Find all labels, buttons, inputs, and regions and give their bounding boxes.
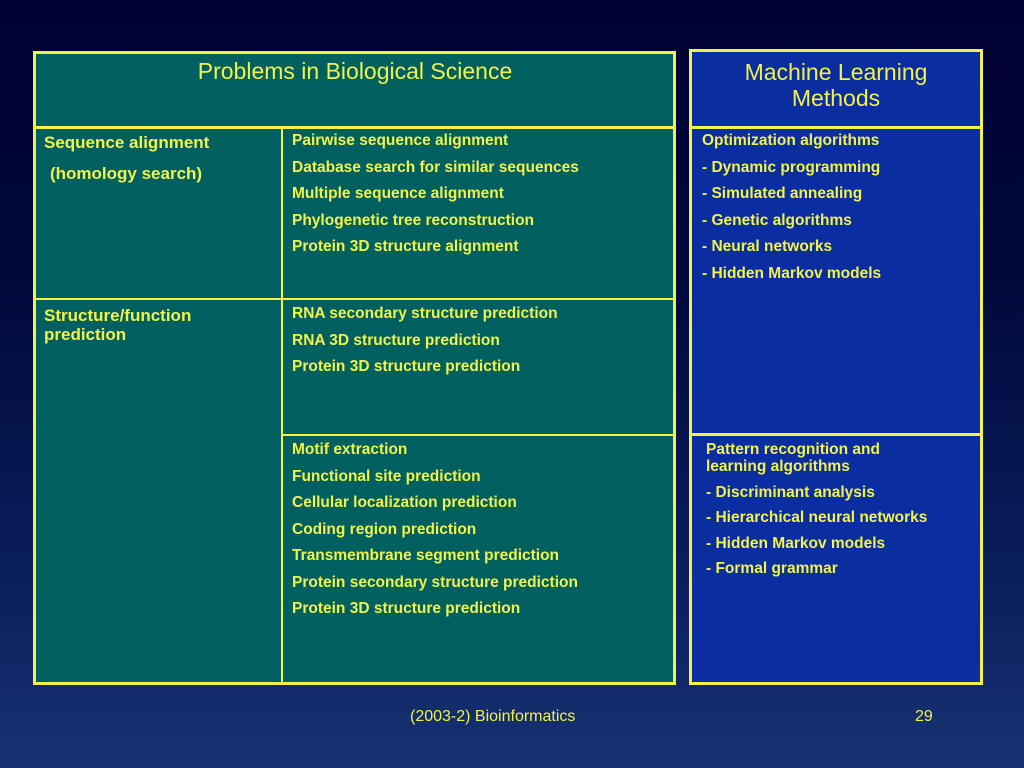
problems-header: Problems in Biological Science	[197, 58, 513, 84]
structure-function-category: Structure/function prediction	[44, 306, 192, 344]
sequence-alignment-category	[44, 133, 209, 183]
problems-table-border-top	[33, 51, 675, 54]
problems-table-border-bottom	[33, 682, 675, 685]
list-item: - Genetic algorithms	[702, 211, 852, 229]
list-item: - Simulated annealing	[702, 185, 863, 202]
list-item: Multiple sequence alignment	[292, 185, 504, 202]
list-item: Protein 3D structure prediction	[292, 358, 521, 375]
problems-column-divider	[281, 127, 283, 683]
footer-course-title: (2003-2) Bioinformatics	[410, 708, 576, 725]
list-item: Pairwise sequence alignment	[292, 132, 509, 149]
list-item: - Hidden Markov models	[706, 534, 886, 552]
list-item: Coding region prediction	[292, 520, 477, 538]
optimization-methods-list	[702, 132, 972, 291]
methods-header-line1: Machine Learning	[744, 59, 928, 85]
list-item: - Neural networks	[702, 238, 833, 255]
list-item: RNA 3D structure prediction	[292, 331, 500, 349]
methods-header	[691, 59, 981, 111]
list-item: RNA secondary structure prediction	[292, 305, 558, 322]
list-item: Database search for similar sequences	[292, 158, 579, 176]
methods-row-divider	[690, 433, 983, 436]
list-item: Protein secondary structure prediction	[292, 573, 578, 591]
list-item: - Discriminant analysis	[706, 483, 875, 501]
methods-table-border-bottom	[690, 682, 983, 685]
sequence-structure-row-divider	[35, 298, 675, 300]
sequence-alignment-problem-list	[292, 132, 579, 265]
list-item: Pattern recognition and learning algorithms	[706, 441, 880, 475]
slide-page-number: 29	[915, 708, 933, 725]
structure-subrow-divider	[282, 434, 675, 436]
list-item: Optimization algorithms	[702, 132, 880, 149]
methods-table-border-top	[690, 49, 983, 52]
list-item: - Hidden Markov models	[702, 264, 882, 282]
list-item: Protein 3D structure prediction	[292, 600, 521, 617]
problems-table-border-left	[33, 51, 36, 685]
methods-header-divider	[690, 126, 983, 129]
sequence-alignment-label: Sequence alignment	[44, 133, 210, 152]
list-item: Motif extraction	[292, 441, 408, 458]
list-item: Phylogenetic tree reconstruction	[292, 211, 535, 229]
pattern-recognition-methods-list	[706, 441, 931, 586]
structure-prediction-problem-list	[292, 305, 558, 385]
homology-search-label: (homology search)	[50, 164, 203, 183]
methods-header-line2: Methods	[791, 85, 881, 111]
problems-header-divider	[33, 126, 676, 129]
list-item: - Dynamic programming	[702, 158, 881, 176]
list-item: Protein 3D structure alignment	[292, 238, 519, 255]
list-item: - Hierarchical neural networks	[706, 509, 928, 526]
list-item: Transmembrane segment prediction	[292, 547, 560, 564]
problems-table-border-right	[673, 51, 676, 685]
methods-table-border-left	[689, 49, 692, 685]
methods-table-border-right	[980, 49, 983, 685]
list-item: - Formal grammar	[706, 560, 838, 577]
list-item: Cellular localization prediction	[292, 494, 517, 511]
function-prediction-problem-list	[292, 441, 578, 627]
list-item: Functional site prediction	[292, 467, 481, 485]
